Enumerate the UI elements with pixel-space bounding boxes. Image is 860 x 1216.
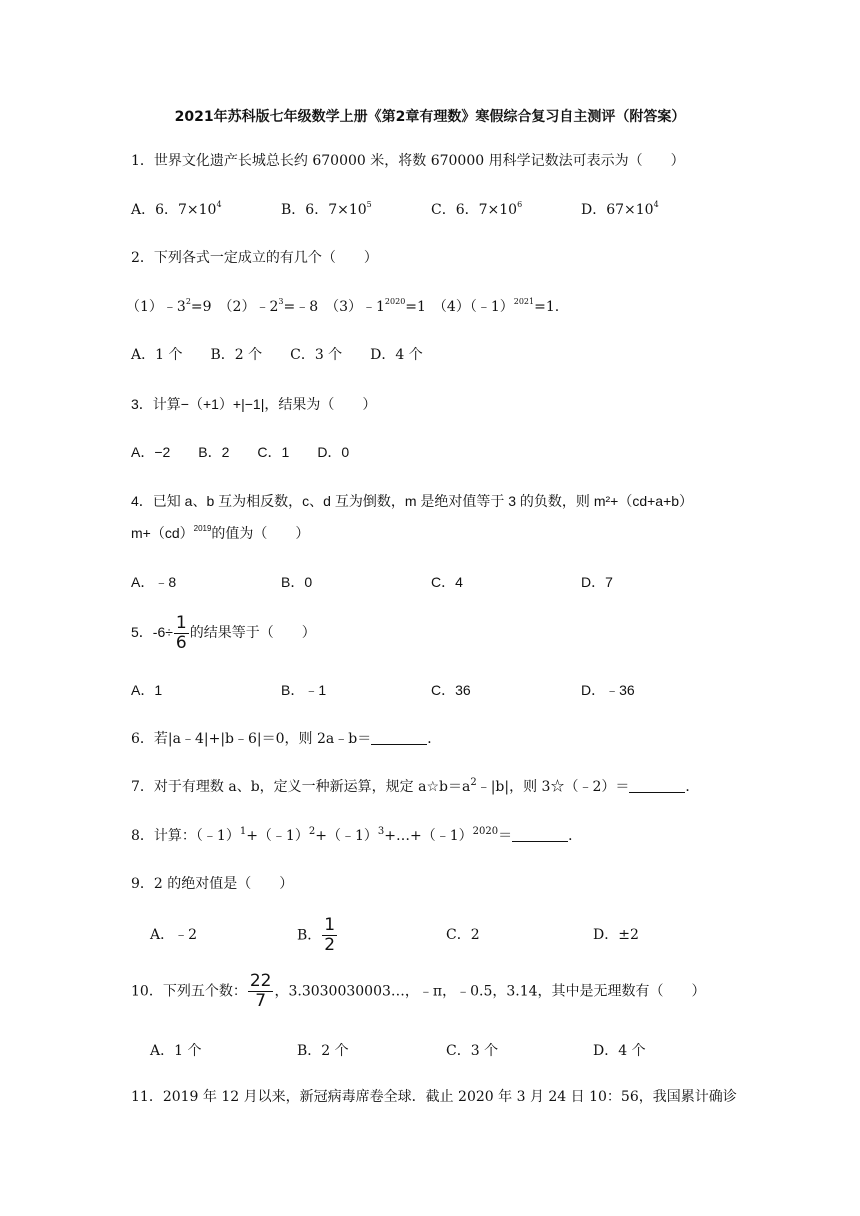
question-4-option-d: D．7: [581, 574, 613, 590]
question-1-option-a: A．6．$7\times 10^4$: [131, 200, 222, 218]
question-11-stem: 11．2019 年 12 月以来，新冠病毒席卷全球．截止 2020 年 3 月 24 日 10：56，我国累计确诊: [131, 1089, 737, 1105]
question-1-option-d: D．$67\times 10^4$: [581, 200, 659, 218]
question-10-option-c: C．3 个: [446, 1043, 499, 1059]
question-5-option-b: B．﹣1: [281, 682, 327, 698]
question-4-option-c: C．4: [431, 574, 463, 590]
fraction-one-half: $\frac{1}{2}$: [324, 915, 336, 955]
question-9-option-c: C．2: [446, 927, 480, 943]
question-7-stem: 7．对于有理数 a、b，定义一种新运算，规定 $a☆b=a^2﹣|b|$，则 3☆（﹣2）＝ ．: [131, 777, 700, 795]
question-9-option-a: A．﹣2: [150, 927, 198, 943]
question-9-stem: 9．2 的绝对值是（ ）: [131, 876, 294, 892]
question-4-option-a: A．﹣8: [131, 574, 177, 590]
question-8-stem: 8．计算：（﹣1）$^1$+（﹣1）$^2$+（﹣1）$^3$+…+（﹣1）$^{2020}$＝ ．: [131, 826, 583, 844]
document-title: 2021年苏科版七年级数学上册《第2章有理数》寒假综合复习自主测评（附答案）: [174, 109, 686, 125]
question-10-option-d: D．4 个: [593, 1043, 646, 1059]
question-4-stem-line-1: 4．已知 a、b 互为相反数，c、d 互为倒数，m 是绝对值等于 3 的负数，则 m²+（cd+a+b）: [131, 493, 694, 509]
question-5-option-c: C．36: [431, 682, 471, 698]
question-4-option-b: B．0: [281, 574, 313, 590]
answer-blank: [512, 829, 568, 842]
question-2-stem: 2．下列各式一定成立的有几个（ ）: [131, 250, 378, 266]
question-9-option-d: D．±2: [593, 927, 639, 943]
question-6-stem: 6．若|a﹣4|+|b﹣6|＝0，则 2a﹣b＝ ．: [131, 731, 442, 747]
question-5-option-d: D．﹣36: [581, 682, 635, 698]
question-3-options: A．−2 B．2 C．1 D．0: [131, 444, 350, 460]
fraction-twenty-two-sevenths: $\frac{22}{7}$: [249, 971, 272, 1011]
question-3-stem: 3．计算−（+1）+|−1|，结果为（ ）: [131, 396, 377, 412]
question-9-option-b: B． $\frac{1}{2}$: [297, 915, 336, 955]
question-1-stem: 1．世界文化遗产长城总长约 670000 米，将数 670000 用科学记数法可表示为（ ）: [131, 153, 685, 169]
question-10-option-a: A．1 个: [150, 1043, 202, 1059]
question-5-option-a: A．1: [131, 682, 163, 698]
question-2-statements: $(1)﹣3^2=9$ $(2)﹣2^3=﹣8$ $(3)﹣1^{2020}=1$ （4）（﹣1）$^{2021}$=1.: [126, 297, 560, 315]
answer-blank: [629, 780, 685, 793]
question-5-stem: 5．-6÷ $\frac{1}{6}$ 的结果等于（ ）: [131, 613, 316, 653]
question-2-options: A．1 个 B．2 个 C．3 个 D．4 个: [131, 347, 423, 363]
question-10-stem: 10．下列五个数： $\frac{22}{7}$ ，3.3030030003…，﹣π，﹣0.5，3.14，其中是无理数有（ ）: [131, 971, 706, 1011]
fraction-one-sixth: $\frac{1}{6}$: [175, 613, 187, 653]
answer-blank: [371, 732, 427, 745]
question-1-option-c: C．6．$7\times 10^6$: [431, 200, 523, 218]
question-10-option-b: B．2 个: [297, 1043, 349, 1059]
question-1-option-b: B．6．$7\times 10^5$: [281, 200, 372, 218]
question-4-stem-line-2: m+（cd）$^{2019}$的值为（ ）: [131, 524, 310, 541]
